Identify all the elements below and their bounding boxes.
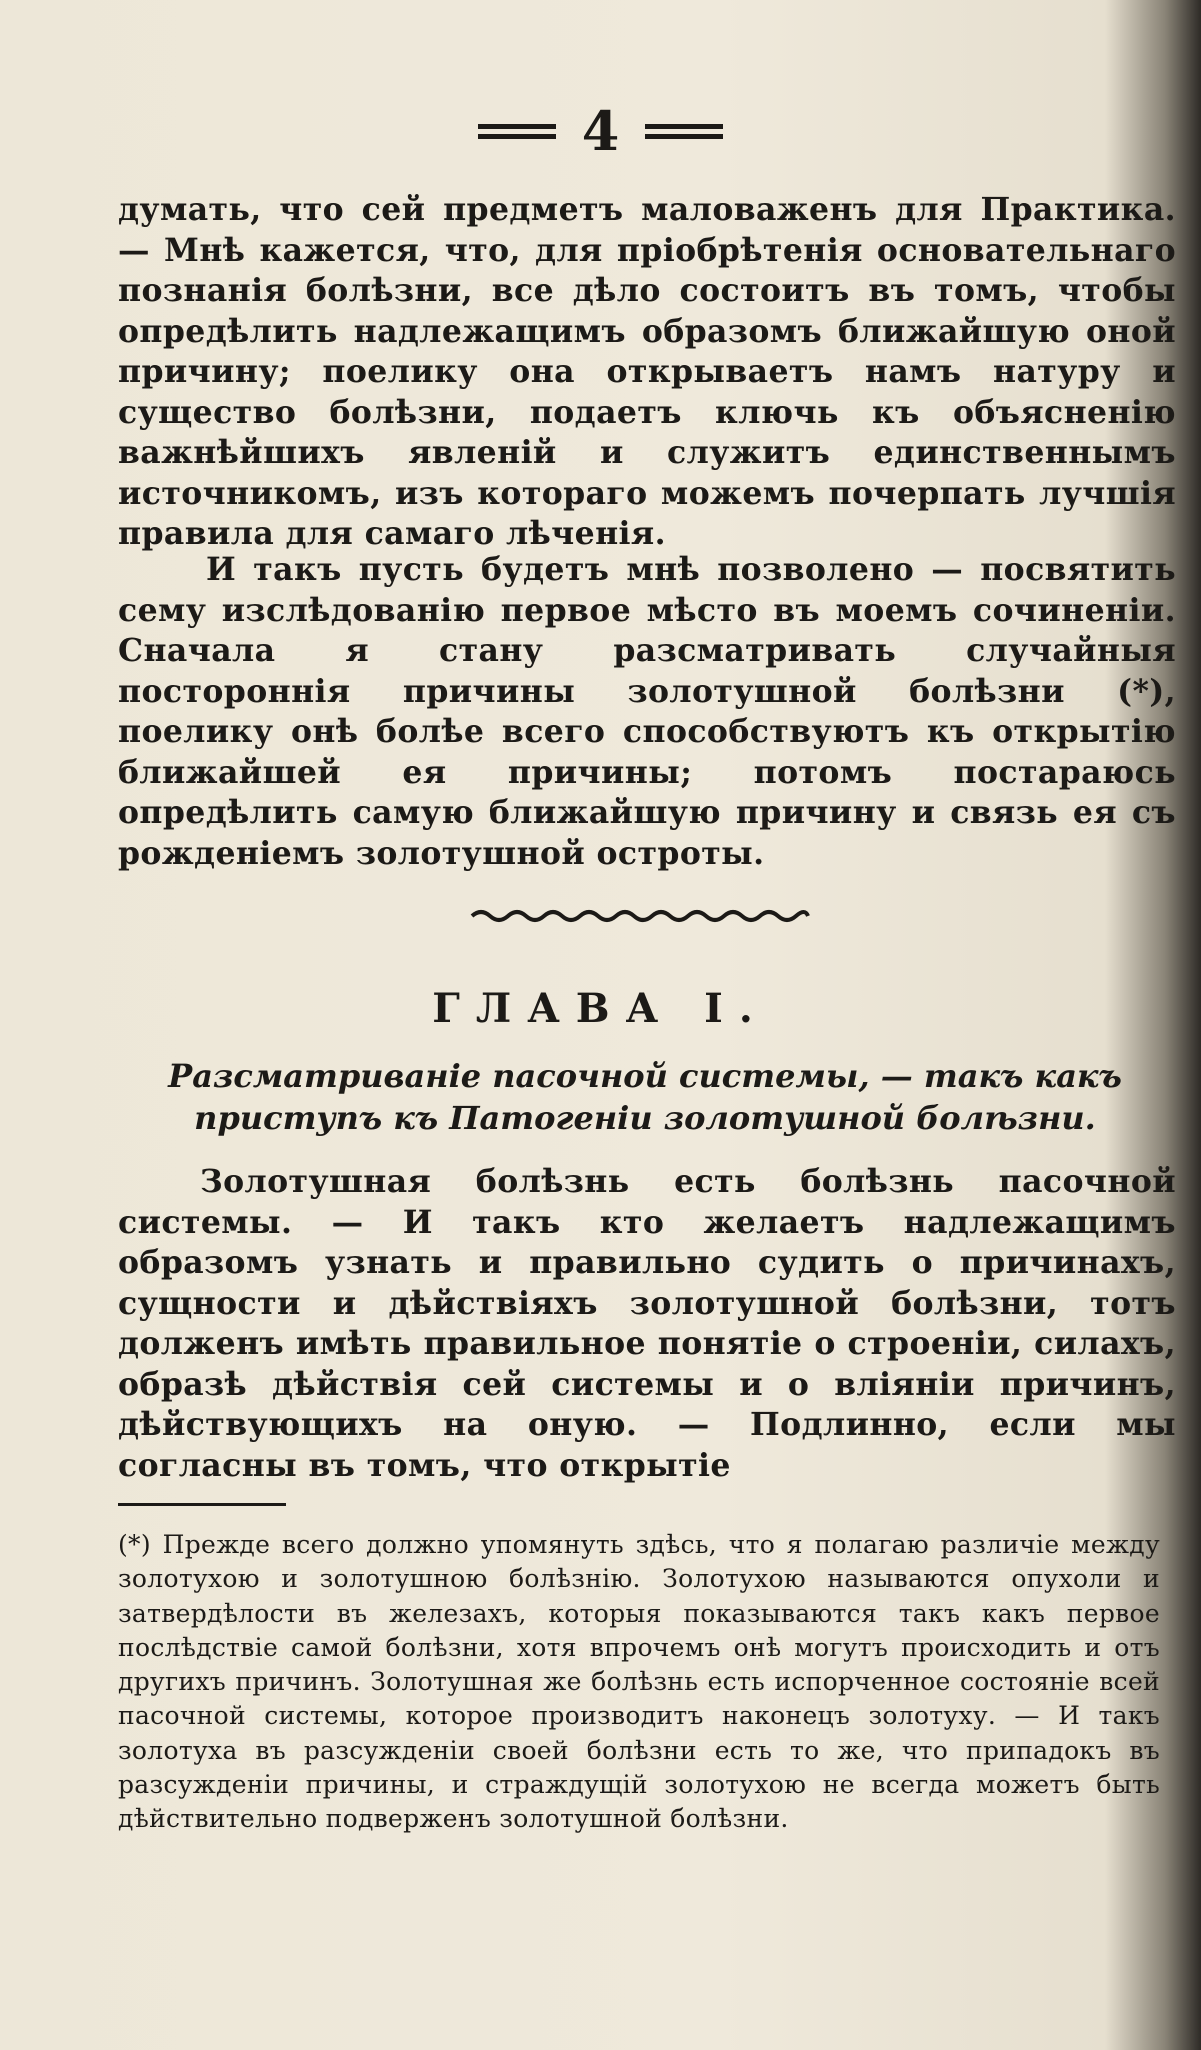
footnote: (*) Прежде всего должно упомянуть здѣсь, что я полагаю различіе между золотухою и золотушною болѣзнію. Золотухою называются опухоли и затвердѣлости въ железахъ, которыя показываются такъ какъ первое послѣдствіе самой болѣзни, хотя впрочемъ онѣ могутъ происходить и отъ другихъ причинъ. Золотушная же болѣзнь есть испорченное состояніе всей пасочной системы, которое производитъ наконецъ золотуху. — И такъ золотуха въ разсужденіи своей болѣзни есть то же, что припадокъ въ разсужденіи причины, и страждущій золотухою не всегда можетъ быть дѣйствительно подверженъ золотушной болѣзни. (118, 1530, 1160, 1834)
chapter-title: ГЛАВА I. (432, 985, 769, 1032)
paragraph-3: Золотушная болѣзнь есть болѣзнь пасочной системы. — И такъ кто желаетъ надлежащимъ образомъ узнать и правильно судить о причинахъ, сущности и дѣйствіяхъ золотушной болѣзни, тотъ долженъ имѣть правильное понятіе о строеніи, силахъ, образѣ дѣйствія сей системы и о вліяніи причинъ, дѣйствующихъ на оную. — Подлинно, если мы согласны въ томъ, что открытіе (118, 1163, 1176, 1484)
ornament-divider (470, 907, 810, 925)
header-rule-left (478, 124, 556, 139)
page-header (0, 99, 1201, 163)
header-rule-right (645, 124, 723, 139)
page-number: 4 (581, 99, 620, 163)
chapter-subtitle: Разсматриваніе пасочной системы, — такъ какъ приступъ къ Патогеніи золотушной болѣзни. (168, 1057, 1122, 1137)
paragraph-2: И такъ пусть будетъ мнѣ позволено — посвятить сему изслѣдованію первое мѣсто въ моемъ сочиненіи. Сначала я стану разсматривать случайныя постороннія причины золотушной болѣзни (*), поелику онѣ болѣе всего способствуютъ къ открытію ближайшей ея причины; потомъ постараюсь опредѣлить самую ближайшую причину и связь ея съ рожденіемъ золотушной остроты. (118, 551, 1176, 872)
footnote-rule (118, 1503, 286, 1506)
paragraph-1: думать, что сей предметъ маловаженъ для Практика. — Мнѣ кажется, что, для пріобрѣтенія основательнаго познанія болѣзни, все дѣло состоитъ въ томъ, чтобы опредѣлить надлежащимъ образомъ ближайшую оной причину; поелику она открываетъ намъ натуру и существо болѣзни, подаетъ ключь къ объясненію важнѣйшихъ явленій и служитъ единственнымъ источникомъ, изъ котораго можемъ почерпать лучшія правила для самаго лѣченія. (118, 191, 1176, 552)
